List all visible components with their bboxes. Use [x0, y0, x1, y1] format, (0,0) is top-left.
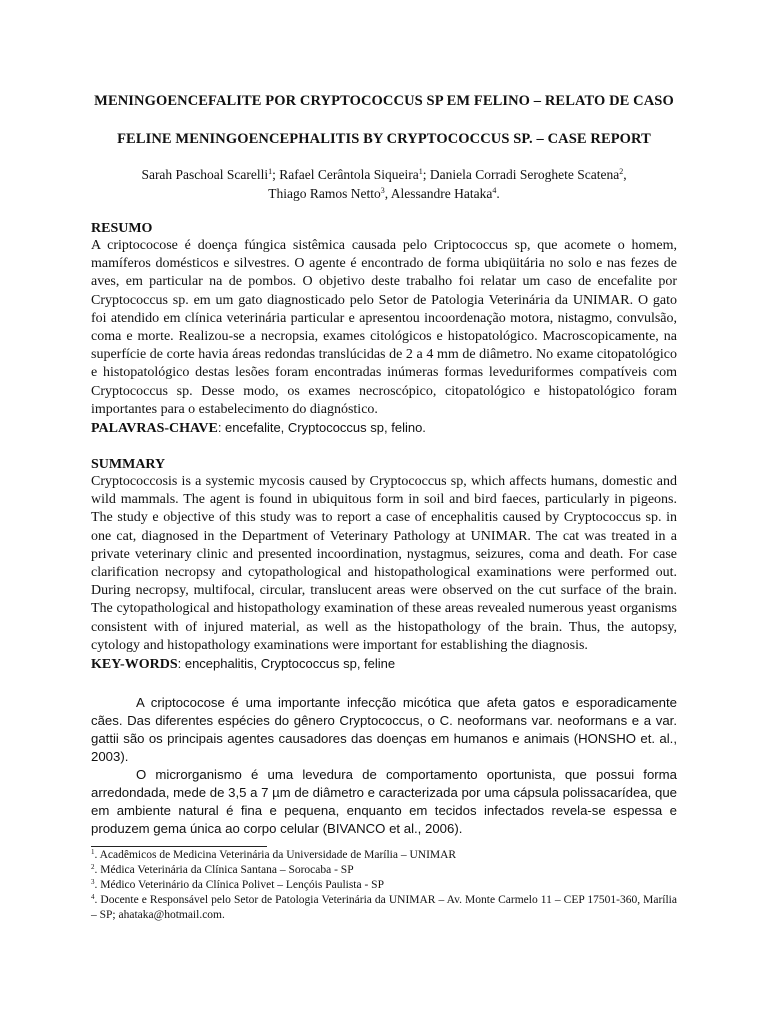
- footnote-text: . Médico Veterinário da Clínica Polivet – Lençóis Paulista - SP: [94, 879, 384, 892]
- palavras-chave-values: : encefalite, Cryptococcus sp, felino.: [217, 420, 426, 436]
- footnote-mark: 4: [91, 893, 95, 902]
- introduction-section: [91, 694, 677, 838]
- resumo-section: [91, 220, 677, 438]
- author-name: Thiago Ramos Netto: [268, 186, 381, 201]
- footnote-text: . Acadêmicos de Medicina Veterinária da Universidade de Marília – UNIMAR: [94, 849, 457, 862]
- resumo-heading: RESUMO: [91, 221, 153, 236]
- title-english: FELINE MENINGOENCEPHALITIS BY CRYPTOCOCCUS SP. – CASE REPORT: [117, 131, 651, 147]
- author-list: [91, 165, 677, 203]
- author-separator: ,: [623, 167, 627, 182]
- footnotes: [91, 848, 677, 923]
- summary-heading: SUMMARY: [91, 457, 166, 473]
- author-separator: ;: [422, 167, 430, 182]
- footnote-mark: 2: [91, 863, 95, 872]
- author-separator: ,: [384, 186, 391, 201]
- author-affiliation-mark: 1: [418, 167, 423, 176]
- key-words: [91, 655, 677, 674]
- author-affiliation-mark: 2: [619, 167, 624, 176]
- palavras-chave: [91, 419, 677, 438]
- author-affiliation-mark: 3: [380, 186, 385, 195]
- author-affiliation-mark: 4: [492, 186, 497, 195]
- resumo-text: A criptococose é doença fúngica sistêmica causada pelo Criptococcus sp, que acomete o homem, mamíferos domésticos e silvestres. O agente é encontrado de forma ubiqüitária no solo e nas fezes de aves, em particular na de pombos. O objetivo deste trabalho foi relatar um caso de encefalite por Cryptococcus sp. em um gato diagnosticado pelo Setor de Patologia Veterinária da UNIMAR. O gato foi atendido em clínica veterinária particular e apresentou incoordenação motora, nistagmo, convulsão, coma e morte. Realizou-se a necropsia, exames citológicos e histopatológico. Macroscopicamente, na superfície de corte havia áreas redondas translúcidas de 2 a 4 mm de diâmetro. No exame citopatológico e histopatológico destas lesões foram encontradas inúmeras formas leveduriformes compatíveis com Cryptococcus sp. Desse modo, os exames necroscópico, citopatológico e histopatológico foram importantes para o estabelecimento do diagnóstico.: [91, 238, 677, 417]
- document-page: [91, 92, 677, 923]
- author-separator: .: [496, 186, 500, 201]
- palavras-chave-label: PALAVRAS-CHAVE: [91, 421, 218, 437]
- key-words-values: : encephalitis, Cryptococcus sp, feline: [177, 656, 396, 672]
- footnote: [91, 878, 677, 893]
- footnote: [91, 848, 677, 863]
- author-name: Alessandre Hataka: [390, 186, 493, 201]
- footnote: [91, 893, 677, 923]
- author-name: Daniela Corradi Seroghete Scatena: [429, 167, 620, 182]
- footnote-text: . Médica Veterinária da Clínica Santana – Sorocaba - SP: [94, 864, 354, 877]
- footnote-text: . Docente e Responsável pelo Setor de Patologia Veterinária da UNIMAR – Av. Monte Carmelo 11 – CEP 17501-360, Marília – SP; ahataka@hotmail.com.: [91, 894, 677, 922]
- footnote-mark: 1: [91, 848, 95, 857]
- body-paragraph: O microrganismo é uma levedura de comportamento oportunista, que possui forma arredondada, mede de 3,5 a 7 µm de diâmetro e caracterizada por uma cápsula polissacarídea, que em ambiente natural é fina e pequena, enquanto em tecidos infectados revela-se espessa e produzem gema única ao corpo celular (BIVANCO et al., 2006).: [91, 767, 678, 837]
- title-portuguese: MENINGOENCEFALITE POR CRYPTOCOCCUS SP EM FELINO – RELATO DE CASO: [94, 93, 674, 109]
- author-separator: ;: [272, 167, 280, 182]
- body-paragraph: A criptococose é uma importante infecção micótica que afeta gatos e esporadicamente cães. Das diferentes espécies do gênero Cryptococcus, o C. neoformans var. neoformans e a var. gattii são os principais agentes causadores das doenças em humanos e animais (HONSHO et. al., 2003).: [91, 695, 677, 765]
- author-name: Sarah Paschoal Scarelli: [141, 167, 269, 182]
- footnote-mark: 3: [91, 878, 95, 887]
- key-words-label: KEY-WORDS: [91, 657, 178, 673]
- summary-section: [91, 456, 677, 674]
- footnote-divider: [91, 846, 267, 847]
- author-affiliation-mark: 1: [268, 167, 273, 176]
- author-name: Rafael Cerântola Siqueira: [279, 167, 419, 182]
- summary-text: Cryptococcosis is a systemic mycosis caused by Cryptococcus sp, which affects humans, domestic and wild mammals. The agent is found in ubiquitous form in soil and bird faeces, particularly in pigeons. The study e objective of this study was to report a case of encephalitis caused by Cryptococcus sp. in one cat, diagnosed in the Department of Veterinary Pathology at UNIMAR. The cat was treated in a private veterinary clinic and presented incoordination, nystagmus, seizures, coma and death. For case clarification necropsy and cytopathological and histopathological examinations were performed out. During necropsy, multifocal, circular, translucent areas were observed on the cut surface of the brain. The cytopathological and histopathology examination of these areas revealed numerous yeast organisms consistent with of injured material, as well as the histopathology of the brain. Thus, the autopsy, cytology and histopathology examinations were important for establishing the diagnosis.: [91, 474, 677, 653]
- footnote: [91, 863, 677, 878]
